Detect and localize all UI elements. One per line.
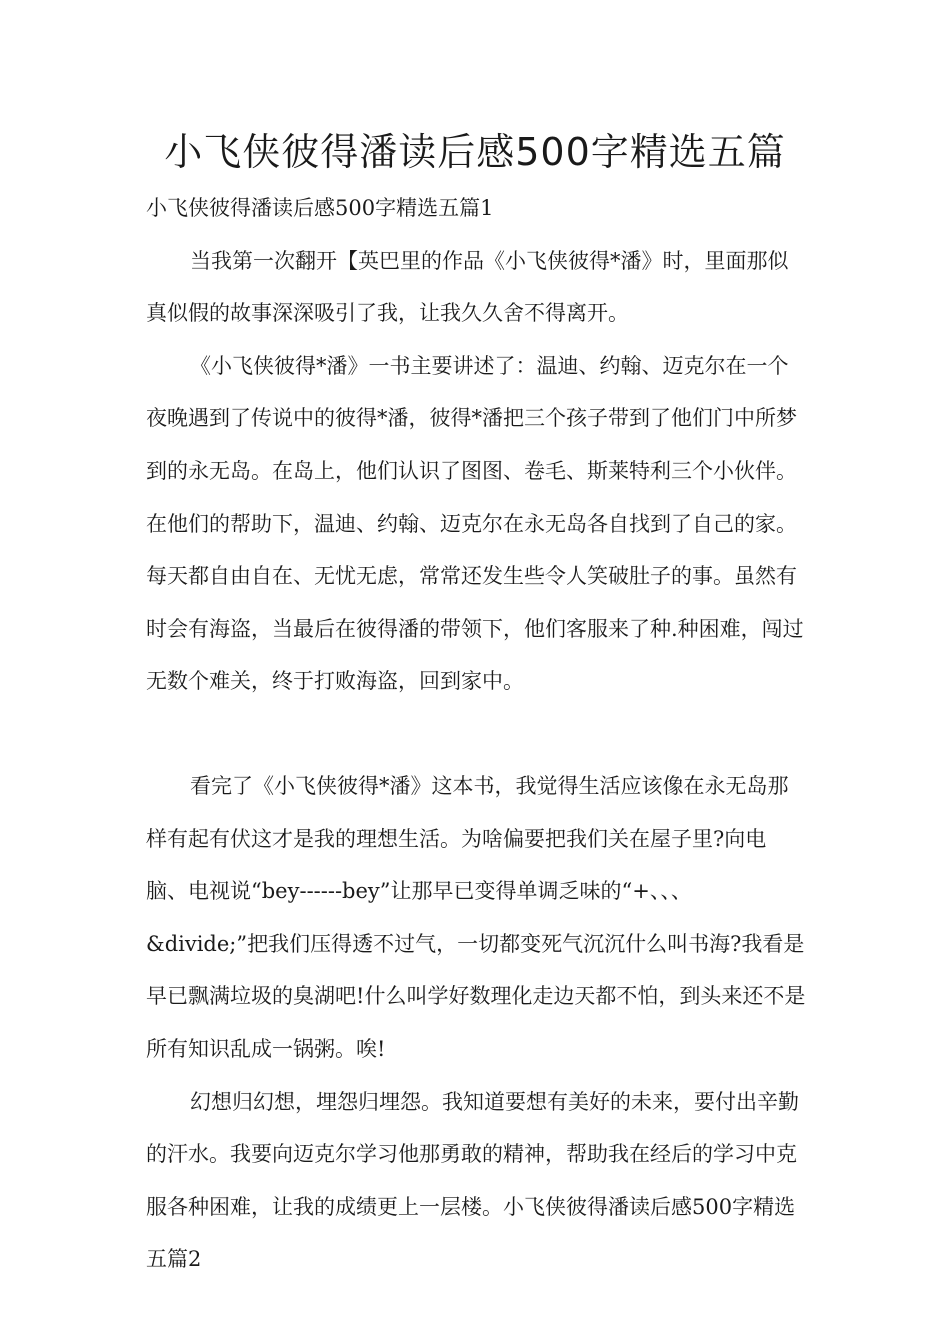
- document-title: 小飞侠彼得潘读后感500字精选五篇: [164, 130, 786, 174]
- paragraph-2: 《小飞侠彼得*潘》一书主要讲述了：温迪、约翰、迈克尔在一个夜晚遇到了传说中的彼得*潘，彼得*潘把三个孩子带到了他们门中所梦到的永无岛。在岛上，他们认识了图图、卷毛、斯莱特利三个小伙伴。在他们的帮助下，温迪、约翰、迈克尔在永无岛各自找到了自己的家。每天都自由自在、无忧无虑，常常还发生些令人笑破肚子的事。虽然有时会有海盗，当最后在彼得潘的带领下，他们客服来了种.种困难，闯过无数个难关，终于打败海盗，回到家中。: [146, 353, 804, 694]
- paragraph-1: 当我第一次翻开【英巴里的作品《小飞侠彼得*潘》时，里面那似真似假的故事深深吸引了我，让我久久舍不得离开。: [146, 248, 789, 326]
- paragraph-4: 幻想归幻想，埋怨归埋怨。我知道要想有美好的未来，要付出辛勤的汗水。我要向迈克尔学习他那勇敢的精神，帮助我在经后的学习中克服各种困难，让我的成绩更上一层楼。小飞侠彼得潘读后感500字精选五篇2: [146, 1089, 799, 1272]
- paragraph-3: 看完了《小飞侠彼得*潘》这本书，我觉得生活应该像在永无岛那样有起有伏这才是我的理想生活。为啥偏要把我们关在屋子里?向电脑、电视说“bey------bey”让那早已变得单调乏味的“+、、、&divide;”把我们压得透不过气，一切都变死气沉沉什么叫书海?我看是早已飘满垃圾的臭湖吧!什么叫学好数理化走边天都不怕，到头来还不是所有知识乱成一锅粥。唉!: [146, 773, 806, 1061]
- document-body: [146, 182, 808, 1286]
- paragraph-gap: [146, 708, 808, 760]
- section-heading: 小飞侠彼得潘读后感500字精选五篇1: [146, 196, 494, 220]
